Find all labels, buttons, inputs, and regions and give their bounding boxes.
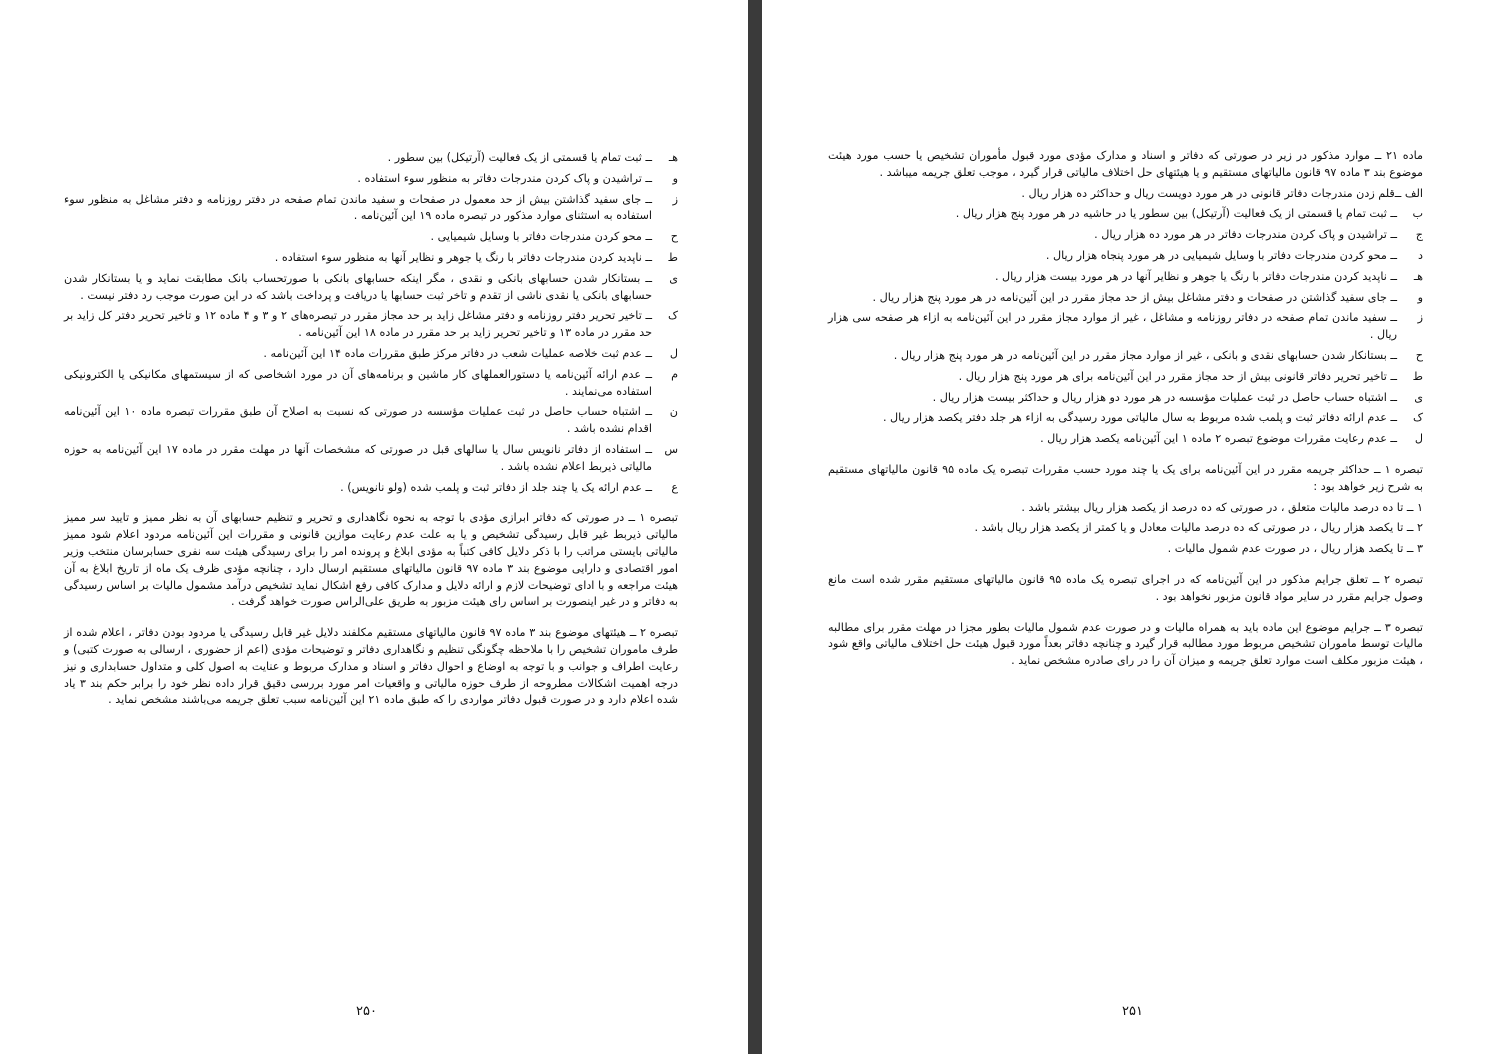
left-item: س ــ استفاده از دفاتر نانویس سال یا سالهای قبل در صورتی که مشخصات آنها در مهلت مقرر در ماده ۱۷ این آئین‌نامه به حوزه مالیاتی ذیربط اعلام نشده باشد . [64,442,678,473]
left-item: ع ــ عدم ارائه یک یا چند جلد از دفاتر ثبت و پلمب شده (ولو نانویس) . [340,480,678,494]
left-item: ل ــ عدم ثبت خلاصه عملیات شعب در دفاتر مرکز طبق مقررات ماده ۱۴ این آئین‌نامه . [263,346,678,360]
left-page-number: ۲۵۰ [356,1004,377,1019]
right-page-number: ۲۵۱ [1122,1004,1143,1019]
right-item: ح ــ بستانکار شدن حسابهای نقدی و بانکی ، غیر از موارد مجاز مقرر در این آئین‌نامه در هر مورد پنج هزار ریال . [893,348,1423,362]
left-item: ط ــ ناپدید کردن مندرجات دفاتر با رنگ یا جوهر و نظایر آنها به منظور سوء استفاده . [274,250,678,264]
right-note-2: تبصره ۲ ــ تعلق جرایم مذکور در این آئین‌نامه که در اجرای تبصره یک ماده ۹۵ قانون مالیاتهای مستقیم مقرر شده است مانع وصول جرایم مقرر در سایر مواد قانون مزبور نخواهد بود . [828,572,1423,603]
article-21-intro: ماده ۲۱ ــ موارد مذکور در زیر در صورتی که دفاتر و اسناد و مدارک مؤدی مورد قبول مأموران تشخیص یا حسب مورد هیئت موضوع بند ۳ ماده ۹۷ قانون مالیاتهای مستقیم و یا هیئتهای حل اختلاف مالیاتی قرار گیرد ، موجب تعلق جریمه میباشد . [828,149,1423,179]
right-page [762,0,1508,1054]
right-item: ب ــ ثبت تمام یا قسمتی از یک فعالیت (آرتیکل) بین سطور یا در حاشیه در هر مورد پنج هزار ریال . [955,207,1423,221]
right-item: و ــ جای سفید گذاشتن در صفحات و دفتر مشاغل بیش از حد مجاز مقرر در این آئین‌نامه در هر مورد پنج هزار ریال . [872,290,1423,304]
right-item: ی ــ اشتباه حساب حاصل در ثبت عملیات مؤسسه در هر مورد دو هزار ریال و حداکثر بیست هزار ریال . [932,390,1423,404]
left-item: ک ــ تاخیر تحریر دفتر روزنامه و دفتر مشاغل زاید بر حد مجاز مقرر در تبصره‌های ۲ و ۳ و ۴ ماده ۱۲ و تاخیر تحریر دفتر کل زاید بر حد مقرر در ماده ۱۳ و تاخیر تحریر زاید بر حد مقرر در ماده ۱۸ این آئین‌نامه . [64,309,678,340]
left-item: ن ــ اشتباه حساب حاصل در ثبت عملیات مؤسسه در صورتی که نسبت به اصلاح آن طبق مقررات تبصره ماده ۱۰ این آئین‌نامه اقدام نشده باشد . [64,405,678,436]
right-item: ط ــ تاخیر تحریر دفاتر قانونی بیش از حد مجاز مقرر در این آئین‌نامه برای هر مورد پنج هزار ریال . [958,369,1423,383]
left-item: ی ــ بستانکار شدن حسابهای بانکی و نقدی ، مگر اینکه حسابهای بانکی با صورتحساب بانک مطابقت نماید و یا بستانکار شدن حسابهای بانکی یا نقدی ناشی از تقدم و تاخر ثبت حسابها یا دریافت و پرداخت باشد که در این صورت موجب رد دفتر نیست . [64,271,678,302]
right-note-1-item: ۳ ــ تا یکصد هزار ریال ، در صورت عدم شمول مالیات . [1167,542,1423,556]
right-item: هـ ــ ناپدید کردن مندرجات دفاتر با رنگ یا جوهر و نظایر آنها در هر مورد بیست هزار ریال . [994,269,1423,283]
right-item: ج ــ تراشیدن و پاک کردن مندرجات دفاتر در هر مورد ده هزار ریال . [1094,228,1423,242]
right-note-3: تبصره ۳ ــ جرایم موضوع این ماده باید به همراه مالیات و در صورت عدم شمول مالیات بطور مجزا در مهلت مقرر برای مطالبه مالیات توسط ماموران تشخیص مربوط مورد مطالبه قرار گیرد و چنانچه دفاتر بعداً مورد قبول هیئت حل اختلاف مالیاتی واقع شود ، هیئت مزبور مکلف است موارد تعلق جریمه و میزان آن را در رای صادره مشخص نماید . [828,620,1423,668]
right-note-1-item: ۱ ــ تا ده درصد مالیات متعلق ، در صورتی که ده درصد از یکصد هزار ریال بیشتر باشد . [1021,500,1423,514]
left-item: ح ــ محو کردن مندرجات دفاتر با وسایل شیمیایی . [430,230,678,244]
right-note-1: تبصره ۱ ــ حداکثر جریمه مقرر در این آئین‌نامه برای یک یا چند مورد حسب مقررات تبصره یک ماده ۹۵ قانون مالیاتهای مستقیم به شرح زیر خواهد بود : [828,462,1423,493]
book-gutter [748,0,762,1054]
left-item: هـ ــ ثبت تمام یا قسمتی از یک فعالیت (آرتیکل) بین سطور . [387,151,678,164]
left-item: و ــ تراشیدن و پاک کردن مندرجات دفاتر به منظور سوء استفاده . [357,171,678,185]
left-note-1: تبصره ۱ ــ در صورتی که دفاتر ابرازی مؤدی با توجه به نحوه نگاهداری و تحریر و تنظیم حسابهای آن به نظر ممیز و تایید سر ممیز مالیاتی ذیربط غیر قابل رسیدگی تشخیص و یا به علت عدم رعایت موازین قانونی و مقررات این آئین‌نامه مردود اعلام شود ممیز مالیاتی بایستی مراتب را با ذکر دلایل کافی کتباً به مؤدی ابلاغ و پرونده امر را برای رسیدگی هیئت سه نفری حسابرسان منتخب وزیر امور اقتصادی و دارایی موضوع بند ۳ ماده ۹۷ قانون مالیاتهای مستقیم ارسال دارد ، چنانچه مؤدی ظرف یک ماه از تاریخ ابلاغ به آن هیئت مراجعه و با ادای توضیحات لازم و ارائه دلایل و مدارک کافی رفع اشکال نماید تشخیص درآمد مشمول مالیات بر اساس رسیدگی به دفاتر و در غیر اینصورت بر اساس رای هیئت مزبور به طریق علی‌الراس صورت خواهد گرفت . [64,511,678,609]
right-item: الف ــ قلم زدن مندرجات دفاتر قانونی در هر مورد دویست ریال و حداکثر ده هزار ریال . [1021,186,1423,200]
right-item: ل ــ عدم رعایت مقررات موضوع تبصره ۲ ماده ۱ این آئین‌نامه یکصد هزار ریال . [1040,432,1423,446]
right-item: د ــ محو کردن مندرجات دفاتر با وسایل شیمیایی در هر مورد پنجاه هزار ریال . [1045,248,1423,262]
right-note-1-item: ۲ ــ تا یکصد هزار ریال ، در صورتی که ده درصد مالیات معادل و یا کمتر از یکصد هزار ریال باشد . [974,521,1423,535]
right-item: ک ــ عدم ارائه دفاتر ثبت و پلمب شده مربوط به سال مالیاتی مورد رسیدگی به ازاء هر جلد دفتر یکصد هزار ریال . [882,411,1423,425]
right-item: ز ــ سفید ماندن تمام صفحه در دفاتر روزنامه و مشاغل ، غیر از موارد مجاز مقرر در این آئین‌نامه به ازاء هر صفحه سی هزار ریال . [828,311,1423,342]
left-page [0,0,748,1054]
left-item: ز ــ جای سفید گذاشتن بیش از حد معمول در صفحات و سفید ماندن تمام صفحه در دفتر روزنامه و دفتر مشاغل به منظور سوء استفاده به استثنای موارد مذکور در تبصره ماده ۱۹ این آئین‌نامه . [64,192,678,223]
left-note-2: تبصره ۲ ــ هیئتهای موضوع بند ۳ ماده ۹۷ قانون مالیاتهای مستقیم مکلفند دلایل غیر قابل رسیدگی یا مردود بودن دفاتر ، اعلام شده از طرف ماموران تشخیص را با ملاحظه چگونگی تنظیم و نگاهداری دفاتر و توضیحات مؤدی (اعم از حضوری ، ارسالی به صورت کتبی) و رعایت اطراف و جوانب و با توجه به اوضاع و احوال دفاتر و اسناد و مدارک مربوط و عنایت به اصول کلی و متداول حسابداری و نیز درجه اهمیت اشکالات مطروحه از طرف حوزه مالیاتی و واقعیات امر مورد بررسی دقیق قرار داده نظر خود را برابر حکم بند ۳ یاد شده اعلام دارد و در صورت قبول دفاتر مواردی را که طبق ماده ۲۱ این آئین‌نامه سبب تعلق جریمه می‌باشند مشخص نماید . [64,626,679,707]
left-item: م ــ عدم ارائه آئین‌نامه یا دستورالعملهای کار ماشین و برنامه‌های آن در مورد اشخاصی که از سیستمهای مکانیکی یا الکترونیکی استفاده می‌نمایند . [64,367,678,398]
